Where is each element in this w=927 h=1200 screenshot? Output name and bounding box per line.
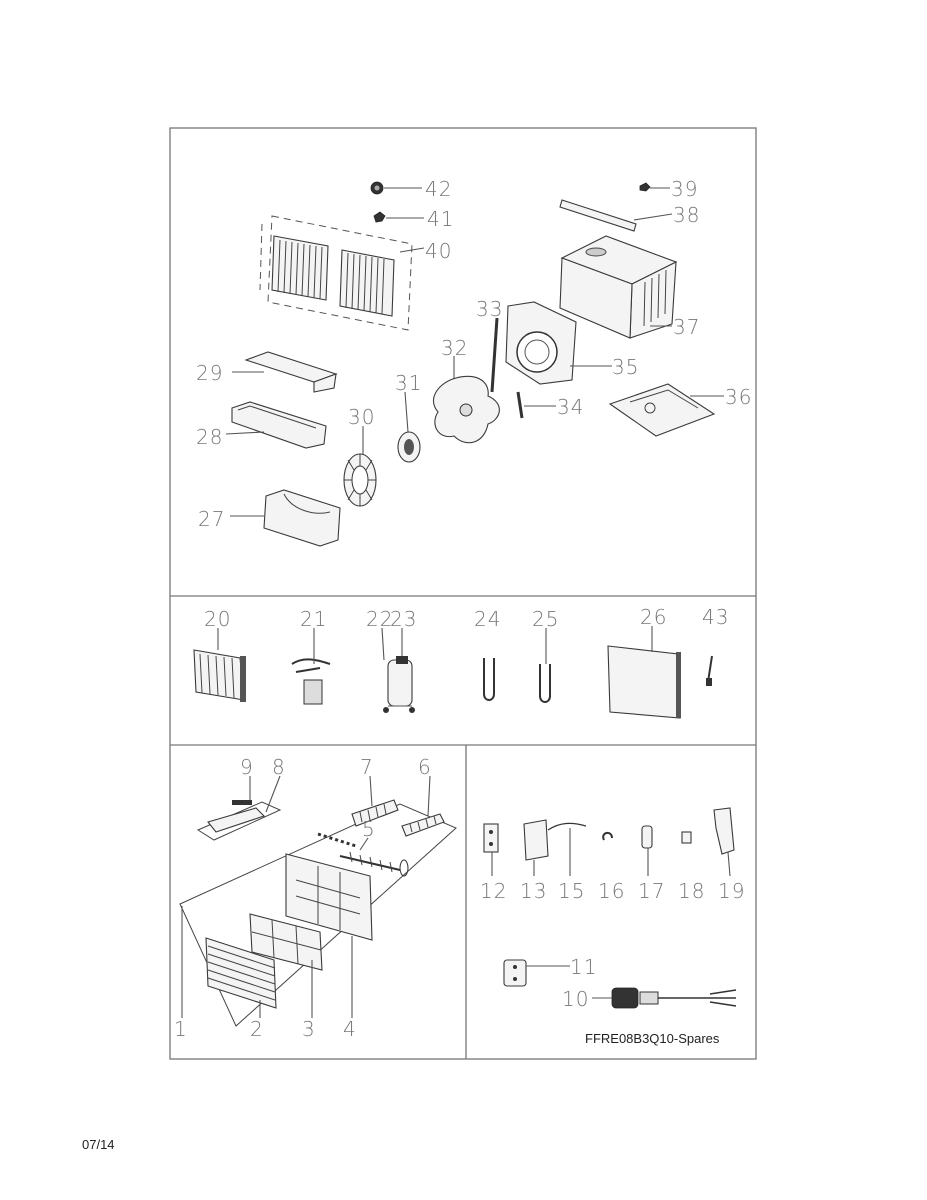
callout-7: 7 [360,755,374,779]
callout-24: 24 [474,607,502,631]
callout-12: 12 [480,879,508,903]
part-19-bracket [714,808,745,903]
part-6-air-filter [402,755,444,836]
part-1-front-assembly [174,906,188,1041]
footer-date: 07/14 [82,1137,115,1152]
callout-34: 34 [557,395,585,419]
callout-1: 1 [174,1017,188,1041]
part-21-capillary-assembly [292,607,330,704]
part-16-clip [598,833,625,903]
part-31-fan-motor [395,371,422,462]
part-25-tube [532,607,559,702]
callout-41: 41 [427,207,455,231]
callout-42: 42 [425,177,453,201]
callout-17: 17 [638,879,666,903]
callout-5: 5 [362,817,376,841]
callout-4: 4 [343,1017,357,1041]
callout-39: 39 [671,177,699,201]
part-33-rod [476,297,503,392]
part-40-side-curtains [260,216,452,330]
callout-32: 32 [441,336,469,360]
part-39-small-clip [640,177,698,201]
callout-13: 13 [520,879,548,903]
callout-11: 11 [570,955,598,979]
callout-43: 43 [702,605,730,629]
callout-15: 15 [558,879,586,903]
part-32-condenser-fan [433,336,499,443]
part-27-scroll-housing [198,490,340,546]
callout-25: 25 [532,607,560,631]
part-7-air-filter [352,755,398,826]
part-22-23-compressor [366,607,417,713]
callout-26: 26 [640,605,668,629]
part-36-base-pan [610,384,752,436]
part-29-bracket [196,352,336,392]
part-13-panel [520,820,548,903]
part-15-thermostat [548,823,586,903]
part-11-bracket [504,955,597,986]
part-17-capacitor [638,826,665,903]
callout-28: 28 [196,425,224,449]
callout-19: 19 [718,879,746,903]
part-42-knob [371,177,452,201]
part-10-power-cord [562,987,736,1011]
part-24-tube [474,607,501,700]
callout-35: 35 [612,355,640,379]
callout-33: 33 [476,297,504,321]
part-20-evaporator-coil [194,607,246,702]
part-30-blower-wheel [344,405,376,506]
callout-10: 10 [562,987,590,1011]
callout-16: 16 [598,879,626,903]
callout-36: 36 [725,385,753,409]
part-41-clip [374,207,454,231]
callout-21: 21 [300,607,328,631]
callout-30: 30 [348,405,376,429]
part-26-condenser-coil [608,605,681,718]
part-34-rod [518,392,584,419]
callout-29: 29 [196,361,224,385]
callout-31: 31 [395,371,423,395]
callout-40: 40 [425,239,453,263]
part-43-sensor [702,605,729,686]
callout-22: 22 [366,607,394,631]
callout-2: 2 [250,1017,264,1041]
part-12-switch [480,824,507,903]
part-18-cap [678,832,705,903]
callout-18: 18 [678,879,706,903]
callout-9: 9 [240,755,254,779]
callout-6: 6 [418,755,432,779]
part-8-9-control-panel [208,755,286,832]
callout-37: 37 [673,315,701,339]
model-caption: FFRE08B3Q10-Spares [585,1031,720,1046]
part-28-drain-pan [196,402,326,449]
callout-20: 20 [204,607,232,631]
callout-38: 38 [673,203,701,227]
callout-23: 23 [390,607,418,631]
part-38-top-rail [560,200,700,231]
callout-3: 3 [302,1017,316,1041]
part-37-cabinet [560,236,700,339]
callout-8: 8 [272,755,286,779]
callout-27: 27 [198,507,226,531]
